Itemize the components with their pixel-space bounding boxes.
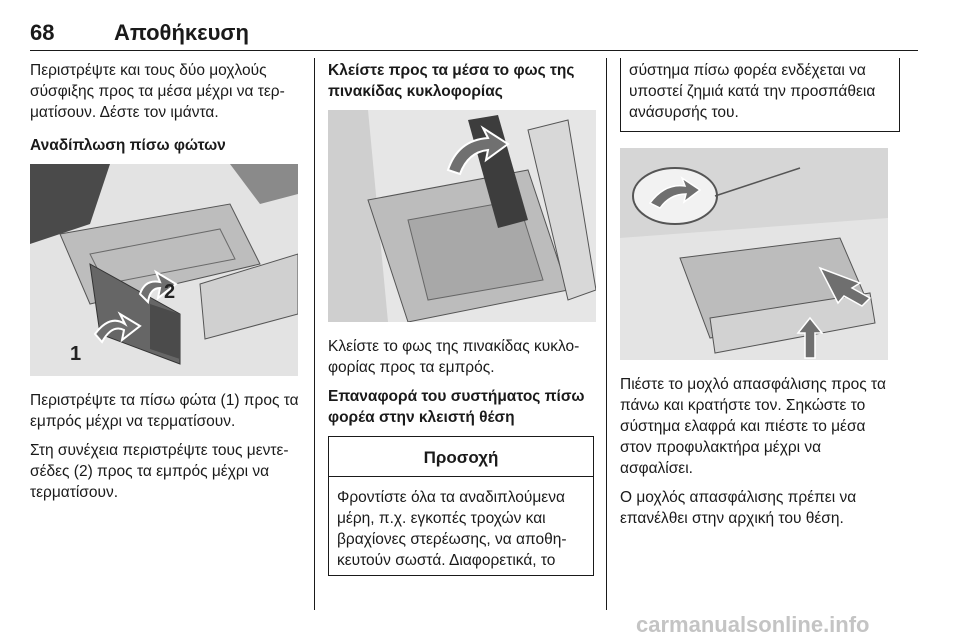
callout-2: 2 (164, 281, 176, 303)
header-rule (30, 50, 918, 51)
caution-text: Φροντίστε όλα τα αναδιπλούμενα μέρη, π.χ. εγκοπές τροχών και βραχίονες στερέωσης, να αποθηκευτούν σωστά. Διαφορετικά, το (337, 489, 567, 569)
page-header (30, 20, 918, 48)
plate-light-heading: Κλείστε προς τα μέσα το φως της πινακίδας κυκλοφορίας (328, 62, 575, 100)
fold-lights-paragraph: Περιστρέψτε τα πίσω φώτα (1) προς τα εμπρός μέχρι να τερματίσουν. (30, 392, 299, 430)
plate-light-illustration (328, 110, 596, 322)
fold-lights-heading: Αναδίπλωση πίσω φώτων (30, 137, 226, 154)
section-title: Αποθήκευση (114, 20, 249, 45)
callout-1: 1 (70, 343, 82, 365)
fold-lights-illustration (30, 164, 298, 376)
caution-box (328, 436, 594, 576)
right-column (620, 60, 890, 537)
left-column (30, 60, 300, 511)
column-divider-1 (314, 58, 315, 610)
column-divider-2 (606, 58, 607, 610)
watermark: carmanualsonline.info (636, 612, 870, 637)
release-lever-illustration (620, 148, 888, 360)
plate-light-paragraph: Κλείστε το φως της πινακίδας κυκλοφορίας προς τα εμπρός. (328, 338, 580, 376)
release-lever-paragraph: Πιέστε το μοχλό απασφάλισης προς τα πάνω και κρατήστε τον. Σηκώστε το σύστημα ελαφρά και πιέστε το μέσα στον προφυλακτήρα μέχρι να ασφαλίσει. (620, 376, 886, 477)
page-number: 68 (30, 20, 55, 45)
lever-return-paragraph: Ο μοχλός απασφάλισης πρέπει να επανέλθει στην αρχική του θέση. (620, 489, 857, 527)
caution-continued-text: σύστημα πίσω φορέα ενδέχεται να υποστεί ζημιά κατά την προσπάθεια ανάσυρσής του. (629, 62, 876, 121)
caution-title: Προσοχή (329, 437, 593, 477)
middle-column (328, 60, 598, 576)
restore-heading: Επαναφορά του συστήματος πίσω φορέα στην κλειστή θέση (328, 388, 585, 426)
hinges-paragraph: Στη συνέχεια περιστρέψτε τους μεντεσέδες (2) προς τα εμπρός μέχρι να τερματίσουν. (30, 442, 289, 501)
caution-continued-box (620, 58, 900, 132)
intro-paragraph: Περιστρέψτε και τους δύο μοχλούς σύσφιξης προς τα μέσα μέχρι να τερματίσουν. Δέστε τον ιμάντα. (30, 62, 285, 121)
